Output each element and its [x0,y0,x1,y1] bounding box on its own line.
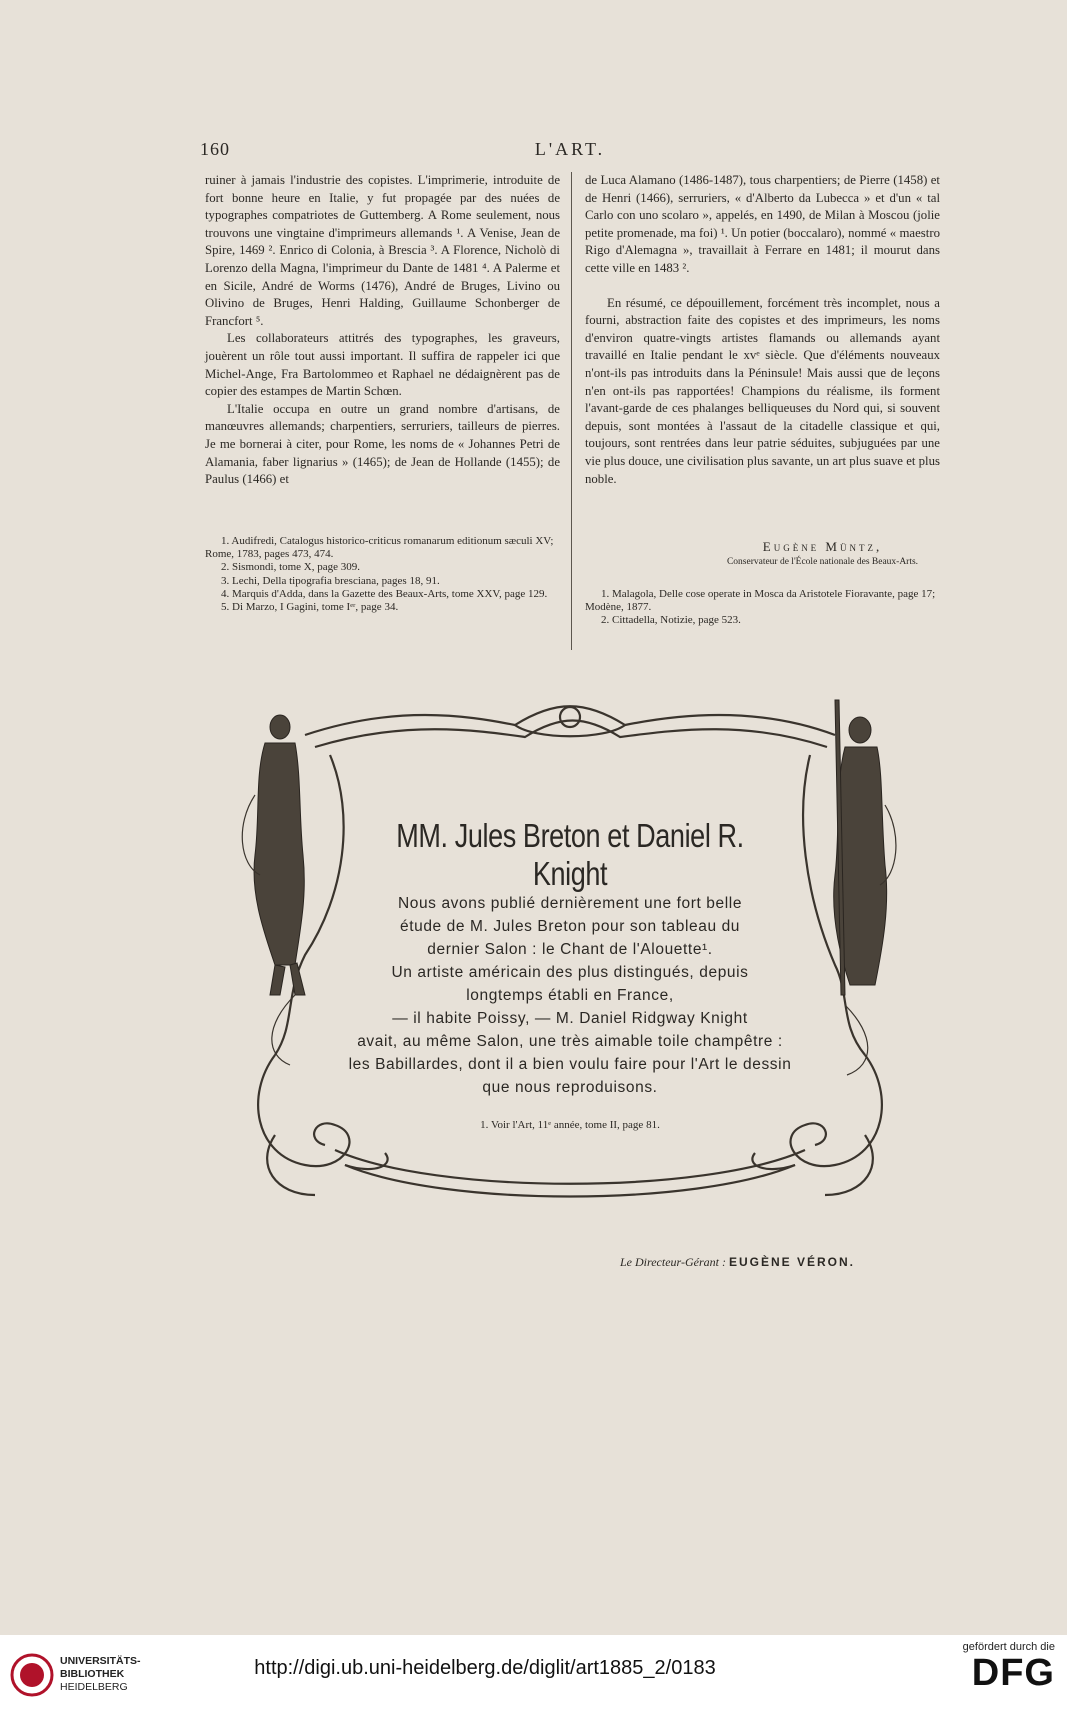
cartouche-line: — il habite Poissy, — M. Daniel Ridgway Knight [392,1010,748,1027]
cartouche-line: Nous avons publié dernièrement une fort belle [397,895,743,912]
permalink[interactable]: http://digi.ub.uni-heidelberg.de/diglit/art1885_2/0183 [254,1657,716,1679]
author-name: Eugène Müntz, [762,539,883,554]
dfg-logo: DFG [971,1652,1055,1694]
ornamental-cartouche [235,695,905,1210]
page-header [200,139,940,163]
digitization-footer [0,1635,1067,1710]
library-branding[interactable] [10,1653,170,1701]
cartouche-line: étude de M. Jules Breton pour son tableau du [399,918,741,935]
left-paragraph: L'Italie occupa en outre un grand nombre d'artisans, de manœuvres allemands; charpentiers, serruriers, tailleurs de pierres. Je me bornerai à citer, pour Rome, les noms de « Johannes Petri de Alamania, faber lignarius » (1465); de Jean de Hollande (1455); de Paulus (1466) et [205,401,560,487]
column-divider [571,172,572,650]
right-column [585,172,940,488]
cartouche-body [325,892,815,1099]
sponsor-caption: gefördert durch die [962,1641,1055,1653]
library-line: HEIDELBERG [60,1681,128,1693]
cartouche-line: avait, au même Salon, une très aimable toile champêtre : [357,1033,783,1050]
left-paragraph: Les collaborateurs attitrés des typographes, les graveurs, jouèrent un rôle tout aussi important. Il suffira de rappeler ici que Michel-Ange, Fra Bartolommeo et Raphael ne dédaignèrent pas de copier des estampes de Martin Schœn. [205,331,560,399]
footnote: 3. Lechi, Della tipografia bresciana, pages 18, 91. [221,574,440,587]
footnote: 5. Di Marzo, I Gagini, tome Iᵉʳ, page 34. [221,601,399,614]
right-paragraph: En résumé, ce dépouillement, forcément très incomplet, nous a fourni, abstraction faite des copistes et des imprimeurs, les noms d'environ quatre-vingts artistes flamands ou allemands ayant travaillé en Italie pendant le xvᵉ siècle. Que d'éléments nouveaux n'ont-ils pas introduits dans la Péninsule! Mais aussi que de leçons n'en ont-ils pas rapportées! Champions du réalisme, ils forment l'avant-garde de ces phalanges belliqueuses du Nord qui, si souvent depuis, sont montées à l'assaut de la citadelle classique et qui, toujours, sont rentrées dans leur patrie séduites, subjuguées par une vie plus douce, une civilisation plus savante, un art plus suave et plus noble. [585,295,940,486]
footnote: 2. Cittadella, Notizie, page 523. [601,614,741,627]
director-line [620,1255,855,1270]
cartouche-footnote: 1. Voir l'Art, 11ᵉ année, tome II, page 81. [480,1119,660,1131]
library-line: UNIVERSITÄTS- [60,1655,141,1667]
library-line: BIBLIOTHEK [60,1668,125,1680]
cartouche-line: que nous reproduisons. [482,1079,658,1096]
footnote: 4. Marquis d'Adda, dans la Gazette des Beaux-Arts, tome XXV, page 129. [221,587,548,600]
sponsor-branding[interactable] [945,1641,1055,1693]
director-name: EUGÈNE VÉRON. [728,1255,855,1269]
footnote: 1. Audifredi, Catalogus historico-criticus romanarum editionum sæculi XV; Rome, 1783, pages 473, 474. [205,535,554,561]
library-name [60,1655,141,1694]
university-seal-icon [10,1653,54,1697]
cartouche-line: Un artiste américain des plus distingués, depuis [391,964,749,981]
cartouche-line: les Babillardes, dont il a bien voulu faire pour l'Art le dessin [348,1056,792,1073]
footnote: 1. Malagola, Delle cose operate in Mosca da Aristotele Fioravante, page 17; Modène, 1877. [585,588,936,614]
page-number: 160 [200,139,230,159]
left-column [205,172,560,489]
left-footnotes [205,535,560,614]
right-footnotes [585,588,940,628]
director-label: Le Directeur-Gérant : [620,1255,726,1269]
cartouche-line: dernier Salon : le Chant de l'Alouette¹. [427,941,713,958]
left-paragraph: ruiner à jamais l'industrie des copistes. L'imprimerie, introduite de fort bonne heure en Italie, y fut propagée par des nuées de typographes compatriotes de Guttemberg. A Rome seulement, nous trouvons une vingtaine d'imprimeurs allemands ¹. A Venise, Jean de Spire, 1469 ². Enrico di Colonia, à Brescia ³. A Florence, Nicholò di Lorenzo della Magna, l'imprimeur du Dante de 1481 ⁴. A Palerme et en Sicile, André de Worms (1476), André de Bruges, Livino ou Olivino de Bruges, Henri Halding, Guillaume Schonberger de Francfort ⁵. [205,173,560,328]
cartouche-line: longtemps établi en France, [466,987,674,1004]
author-role: Conservateur de l'École nationale des Beaux-Arts. [726,557,919,567]
author-signature [585,539,940,567]
footnote: 2. Sismondi, tome X, page 309. [221,561,361,574]
cartouche-title: MM. Jules Breton et Daniel R. Knight [396,817,744,892]
right-paragraph: de Luca Alamano (1486-1487), tous charpentiers; de Pierre (1458) et de Henri (1466), serruriers, « d'Alberto da Lubecca » et d'un « tal Carlo con uno scolaro », appelés, en 1490, de Milan à Moscou (jolie petite promenade, ma foi) ¹. Un potier (boccalaro), nommé « maestro Rigo d'Alemagna », travaillait à Ferrare en 1481; il mourut dans cette ville en 1483 ². [585,173,940,275]
running-head: L'ART. [534,139,606,159]
